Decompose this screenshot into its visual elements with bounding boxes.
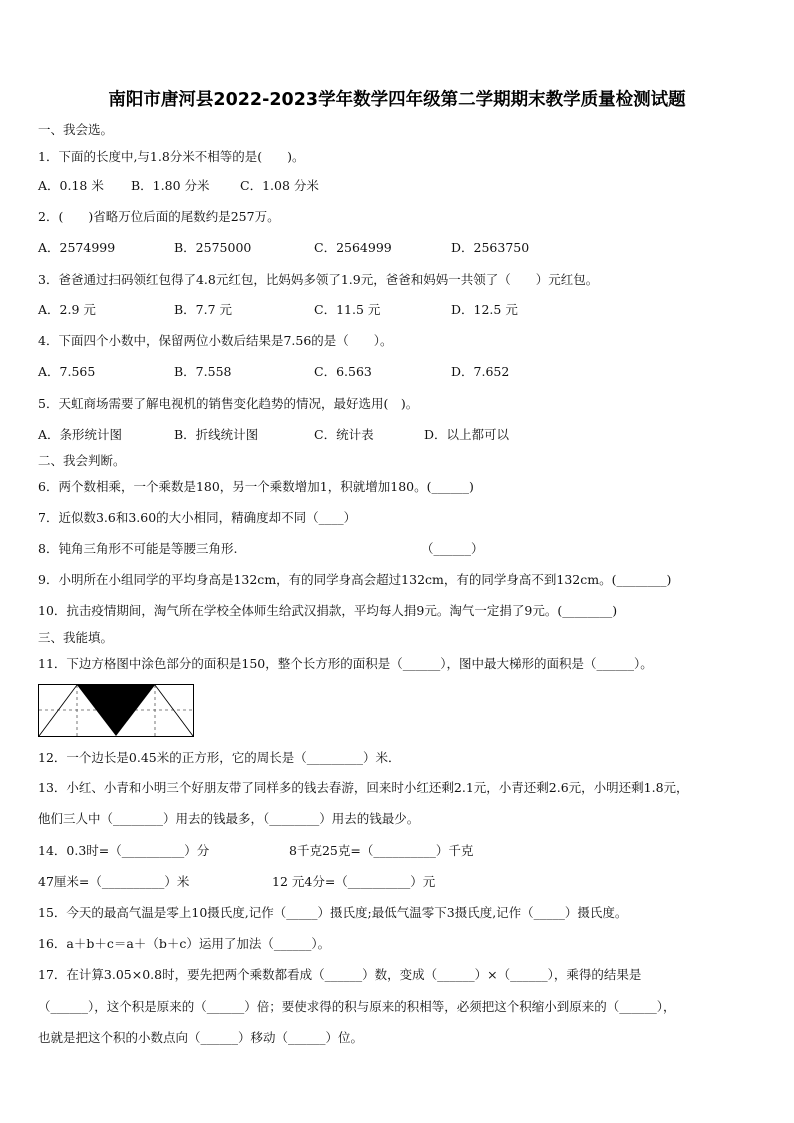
question-12: 12．一个边长是0.45米的正方形，它的周长是（_________）米．	[38, 750, 401, 765]
q4-option-b[interactable]: B．7.558	[174, 364, 232, 379]
question-8-text: 8．钝角三角形不可能是等腰三角形.	[38, 541, 238, 556]
question-14-b: 8千克25克=（__________）千克	[289, 843, 474, 858]
question-9: 9．小明所在小组同学的平均身高是132cm，有的同学身高会超过132cm，有的同学身高不到132cm。(________)	[38, 572, 672, 587]
q4-option-c[interactable]: C．6.563	[314, 364, 372, 379]
question-17-line-2: （______），这个积是原来的（______）倍；要使求得的积与原来的积相等，必须把这个积缩小到原来的（______），	[38, 999, 676, 1014]
q4-option-d[interactable]: D．7.652	[451, 364, 510, 379]
section-choice-heading: 一、我会选。	[38, 122, 114, 137]
question-1: 1．下面的长度中,与1.8分米不相等的是( )。	[38, 149, 305, 164]
question-2: 2．( )省略万位后面的尾数约是257万。	[38, 209, 280, 224]
q2-option-b[interactable]: B．2575000	[174, 240, 252, 255]
q5-option-c[interactable]: C．统计表	[314, 427, 374, 442]
question-14-d: 12 元4分=（__________）元	[272, 874, 436, 889]
question-15: 15．今天的最高气温是零上10摄氏度,记作（_____）摄氏度;最低气温零下3摄氏度,记作（_____）摄氏度。	[38, 905, 628, 920]
figure-diagonal-left	[39, 685, 77, 736]
question-8	[38, 541, 484, 557]
q5-option-a[interactable]: A．条形统计图	[38, 427, 123, 442]
q3-option-a[interactable]: A．2.9 元	[38, 302, 96, 317]
grid-figure-svg	[38, 684, 196, 738]
question-13-line-1: 13．小红、小青和小明三个好朋友带了同样多的钱去春游，回来时小红还剩2.1元，小青还剩2.6元，小明还剩1.8元，	[38, 780, 689, 795]
question-14-a: 14．0.3时=（__________）分	[38, 843, 210, 858]
q5-option-d[interactable]: D．以上都可以	[424, 427, 510, 442]
question-13-line-2: 他们三人中（________）用去的钱最多，（________）用去的钱最少。	[38, 811, 420, 826]
question-17-line-1: 17．在计算3.05×0.8时，要先把两个乘数都看成（______）数，变成（______）×（______），乘得的结果是	[38, 967, 642, 982]
figure-shaded-triangle	[77, 685, 155, 736]
q1-option-a[interactable]: A．0.18 米	[38, 178, 104, 193]
question-8-blank[interactable]: （______）	[421, 541, 484, 556]
question-6: 6．两个数相乘，一个乘数是180，另一个乘数增加1，积就增加180。(______)	[38, 479, 474, 494]
question-7: 7．近似数3.6和3.60的大小相同，精确度却不同（____）	[38, 510, 357, 525]
q1-option-c[interactable]: C．1.08 分米	[240, 178, 319, 193]
q5-option-b[interactable]: B．折线统计图	[174, 427, 259, 442]
section-judge-heading: 二、我会判断。	[38, 453, 126, 468]
question-14-c: 47厘米=（__________）米	[38, 874, 190, 889]
q4-option-a[interactable]: A．7.565	[38, 364, 96, 379]
q3-option-b[interactable]: B．7.7 元	[174, 302, 233, 317]
question-17-line-3: 也就是把这个积的小数点向（______）移动（______）位。	[38, 1030, 364, 1045]
q3-option-c[interactable]: C．11.5 元	[314, 302, 381, 317]
q2-option-a[interactable]: A．2574999	[38, 240, 116, 255]
question-10: 10．抗击疫情期间，淘气所在学校全体师生给武汉捐款，平均每人捐9元。淘气一定捐了9元。(________)	[38, 603, 618, 618]
q2-option-d[interactable]: D．2563750	[451, 240, 530, 255]
question-3: 3．爸爸通过扫码领红包得了4.8元红包，比妈妈多领了1.9元，爸爸和妈妈一共领了（ ）元红包。	[38, 272, 599, 287]
page-title: 南阳市唐河县2022-2023学年数学四年级第二学期期末教学质量检测试题	[108, 90, 686, 110]
q2-option-c[interactable]: C．2564999	[314, 240, 392, 255]
grid-figure	[38, 684, 196, 738]
question-4: 4．下面四个小数中，保留两位小数后结果是7.56的是（ ）。	[38, 333, 393, 348]
question-5: 5．天虹商场需要了解电视机的销售变化趋势的情况，最好选用( )。	[38, 396, 419, 411]
q3-option-d[interactable]: D．12.5 元	[451, 302, 518, 317]
question-11: 11．下边方格图中涂色部分的面积是150，整个长方形的面积是（______），图中最大梯形的面积是（______）。	[38, 656, 653, 671]
question-16: 16．a＋b＋c＝a＋（b＋c）运用了加法（______）。	[38, 936, 331, 951]
section-fill-heading: 三、我能填。	[38, 630, 114, 645]
figure-diagonal-right	[155, 685, 193, 736]
q1-option-b[interactable]: B．1.80 分米	[131, 178, 210, 193]
